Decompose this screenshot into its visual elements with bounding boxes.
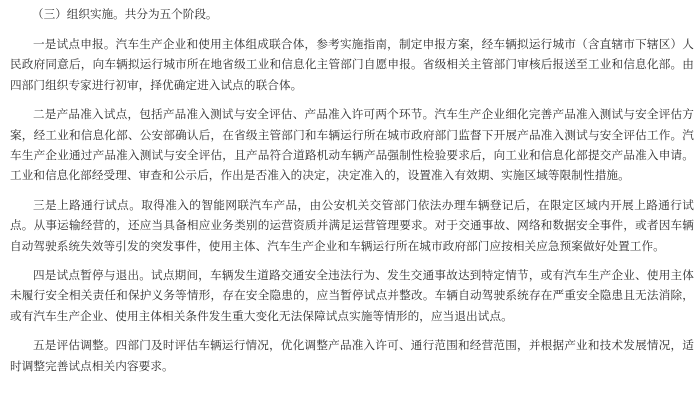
- paragraph-stage-5: 五是评估调整。四部门及时评估车辆运行情况，优化调整产品准入许可、通行范围和经营范围，并根据产业和技术发展情况，适时调整完善试点相关内容要求。: [10, 338, 694, 373]
- paragraph-stage-3: 三是上路通行试点。取得准入的智能网联汽车产品，由公安机关交管部门依法办理车辆登记后，在限定区域内开展上路通行试点。从事运输经营的，还应当具备相应业务类别的运营资质并满足运营管理要求。对于交通事故、网络和数据安全事件，或者因车辆自动驾驶系统失效等引发的突发事件，使用主体、汽车生产企业和车辆运行所在城市政府部门应按相关应急预案做好处置工作。: [10, 197, 694, 253]
- paragraph-stage-1: 一是试点申报。汽车生产企业和使用主体组成联合体，参考实施指南，制定申报方案，经车辆拟运行城市（含直辖市下辖区）人民政府同意后，向车辆拟运行城市所在地省级工业和信息化主管部门自愿申报。省级相关主管部门审核后报送至工业和信息化部。由四部门组织专家进行初审，择优确定进入试点的联合体。: [10, 37, 694, 92]
- paragraph-stage-4: 四是试点暂停与退出。试点期间，车辆发生道路交通安全违法行为、发生交通事故达到特定情节，或有汽车生产企业、使用主体未履行安全相关责任和保护义务等情形，存在安全隐患的，应当暂停试点并整改。车辆自动驾驶系统存在严重安全隐患且无法消除，或有汽车生产企业、使用主体相关条件发生重大变化无法保障试点实施等情形的，应当退出试点。: [10, 268, 694, 323]
- section-heading: （三）组织实施。共分为五个阶段。: [32, 7, 218, 21]
- document-body: [10, 6, 694, 385]
- paragraph-stage-2: 二是产品准入试点，包括产品准入测试与安全评估、产品准入许可两个环节。汽车生产企业细化完善产品准入测试与安全评估方案，经工业和信息化部、公安部确认后，在省级主管部门和车辆运行所在城市政府部门监督下开展产品准入测试与安全评估工作。汽车生产企业通过产品准入测试与安全评估，且产品符合道路机动车辆产品强制性检验要求后，向工业和信息化部提交产品准入申请。工业和信息化部经受理、审查和公示后，作出是否准入的决定，决定准入的，设置准入有效期、实施区域等限制性措施。: [10, 107, 694, 183]
